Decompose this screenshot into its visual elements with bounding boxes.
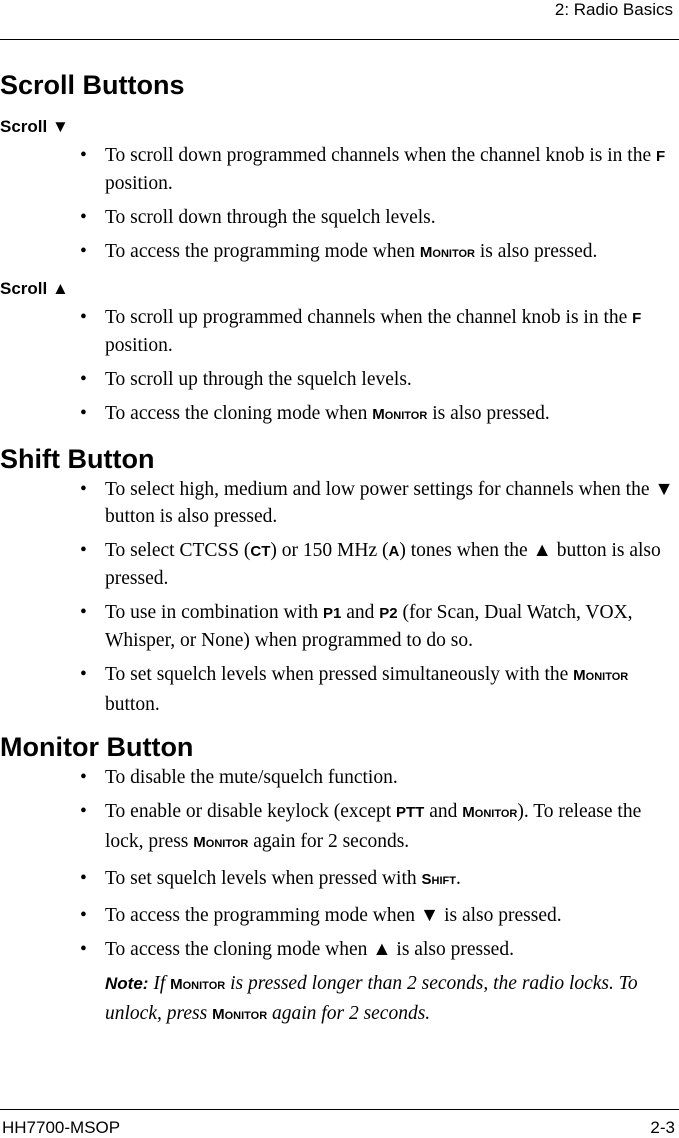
list-item-text: position. (105, 173, 173, 194)
list-item-text: To scroll up programmed channels when the channel knob is in the (105, 307, 628, 328)
list-item (0, 476, 679, 530)
key-label-monitor (372, 406, 427, 423)
list-item-text: is also pressed. (396, 939, 514, 960)
list-item (0, 304, 679, 359)
key-label-initial: M (212, 1006, 225, 1023)
key-label-monitor (193, 834, 248, 851)
list-item-text: To access the cloning mode when (105, 403, 368, 424)
key-label-monitor (462, 804, 517, 821)
list-item-text: button is also pressed. (105, 540, 661, 589)
list-item-text: To scroll up through the squelch levels. (105, 369, 412, 390)
shift-list (0, 476, 679, 718)
key-label-f: F (632, 310, 642, 327)
down-arrow-icon: ▼ (654, 479, 674, 500)
scroll-up-list (0, 304, 679, 430)
key-label-initial: M (419, 244, 433, 261)
list-item-text: To scroll down through the squelch levels. (105, 207, 436, 228)
bullet-icon: • (80, 307, 87, 328)
list-item-text: To access the programming mode when (105, 905, 416, 926)
list-item-text: . (456, 868, 461, 889)
list-item-text: button. (105, 694, 160, 715)
list-item (0, 865, 679, 895)
up-arrow-icon: ▲ (532, 540, 552, 561)
list-item (0, 400, 679, 430)
bullet-icon: • (80, 801, 87, 822)
up-arrow-icon: ▲ (372, 939, 392, 960)
key-label-monitor (573, 667, 628, 684)
bullet-icon: • (80, 241, 87, 262)
bullet-icon: • (80, 602, 87, 623)
subheading-scroll-up-label: Scroll (0, 279, 48, 298)
list-item-text: ) or 150 MHz ( (270, 540, 389, 561)
list-item-text: and (429, 801, 458, 822)
section-title-shift-button: Shift Button (0, 444, 155, 474)
key-label-rest: HIFT (431, 875, 456, 887)
key-label-initial: M (170, 976, 183, 993)
list-item (0, 599, 679, 654)
bullet-icon: • (80, 403, 87, 424)
key-label-rest: ONITOR (205, 838, 249, 850)
key-label-initial: M (573, 667, 586, 684)
key-label-f: F (656, 148, 666, 165)
key-label-initial: S (421, 871, 432, 888)
key-label-rest: ONITOR (182, 980, 226, 992)
list-item (0, 764, 679, 791)
key-label-p1: P1 (323, 605, 342, 622)
up-arrow-icon: ▲ (51, 279, 69, 298)
page-body (0, 68, 679, 1030)
list-item-text: To set squelch levels when pressed with (105, 868, 417, 889)
key-label-initial: M (372, 406, 385, 423)
list-item (0, 902, 679, 929)
key-label-shift (422, 871, 456, 888)
footer-page-number: 2-3 (650, 1118, 675, 1137)
key-label-initial: M (462, 804, 475, 821)
subheading-scroll-down-label: Scroll (0, 117, 48, 136)
bullet-icon: • (80, 145, 87, 166)
note-text: is pressed longer than 2 seconds, the radio locks. To unlock, press (105, 973, 638, 1024)
list-item-text: To access the cloning mode when (105, 939, 368, 960)
key-label-monitor (212, 1006, 267, 1023)
list-item-text: is also pressed. (479, 241, 598, 262)
list-item (0, 537, 679, 592)
list-item-text: To enable or disable keylock (except (105, 801, 392, 822)
list-item-text: To use in combination with (105, 602, 319, 623)
key-label-ct: CT (250, 543, 271, 560)
bullet-icon: • (80, 905, 87, 926)
key-label-rest: ONITOR (224, 1010, 268, 1022)
bullet-icon: • (80, 479, 87, 500)
key-label-rest: ONITOR (474, 808, 518, 820)
list-item (0, 238, 679, 268)
list-item (0, 661, 679, 718)
key-label-ptt: PTT (396, 804, 425, 821)
bullet-icon: • (80, 369, 87, 390)
down-arrow-icon: ▼ (51, 117, 69, 136)
list-item (0, 936, 679, 963)
list-item-text: To disable the mute/squelch function. (105, 767, 398, 788)
footer-doc-id: HH7700-MSOP (2, 1118, 121, 1137)
key-label-monitor (420, 244, 475, 261)
bullet-icon: • (80, 664, 87, 685)
key-label-p2: P2 (379, 605, 398, 622)
list-item-text: is also pressed. (444, 905, 562, 926)
list-item-text: To scroll down programmed channels when the channel knob is in the (105, 145, 652, 166)
list-item-text: is also pressed. (432, 403, 550, 424)
list-item-text: ). To release the lock, press (105, 801, 642, 852)
list-item-text: ) tones when the (399, 540, 528, 561)
list-item (0, 142, 679, 197)
subheading-scroll-up (0, 278, 679, 300)
list-item-text: (for Scan, Dual Watch, VOX, Whisper, or None) when programmed to do so. (105, 602, 633, 651)
down-arrow-icon: ▼ (419, 905, 440, 926)
subheading-scroll-down (0, 116, 679, 138)
monitor-list (0, 764, 679, 963)
list-item-text: To set squelch levels when pressed simultaneously with the (105, 664, 569, 685)
list-item-text: again for 2 seconds. (253, 831, 410, 852)
list-item (0, 366, 679, 393)
section-title-scroll-buttons: Scroll Buttons (0, 70, 185, 100)
bullet-icon: • (80, 540, 87, 561)
key-label-rest: ONITOR (384, 410, 428, 422)
footer-rule (0, 1109, 679, 1110)
scroll-down-list (0, 142, 679, 268)
list-item-text: To select CTCSS ( (105, 540, 251, 561)
list-item-text: To access the programming mode when (105, 241, 416, 262)
list-item-text: and (346, 602, 375, 623)
list-item (0, 204, 679, 231)
bullet-icon: • (80, 939, 87, 960)
note-paragraph (0, 970, 679, 1030)
key-label-monitor (170, 976, 225, 993)
list-item-text: button is also pressed. (105, 506, 278, 527)
bullet-icon: • (80, 767, 87, 788)
note-label: Note: (105, 974, 149, 993)
bullet-icon: • (80, 868, 87, 889)
section-title-monitor-button: Monitor Button (0, 732, 194, 762)
key-label-rest: ONITOR (432, 248, 475, 260)
key-label-rest: ONITOR (585, 671, 629, 683)
list-item-text: To select high, medium and low power settings for channels when the (105, 479, 650, 500)
key-label-a: A (388, 543, 400, 560)
bullet-icon: • (80, 207, 87, 228)
list-item-text: position. (105, 335, 173, 356)
list-item (0, 798, 679, 858)
running-header: 2: Radio Basics (554, 0, 673, 19)
note-text: If (153, 973, 166, 994)
note-text: again for 2 seconds. (272, 1003, 431, 1024)
header-rule (0, 39, 679, 40)
key-label-initial: M (193, 834, 206, 851)
